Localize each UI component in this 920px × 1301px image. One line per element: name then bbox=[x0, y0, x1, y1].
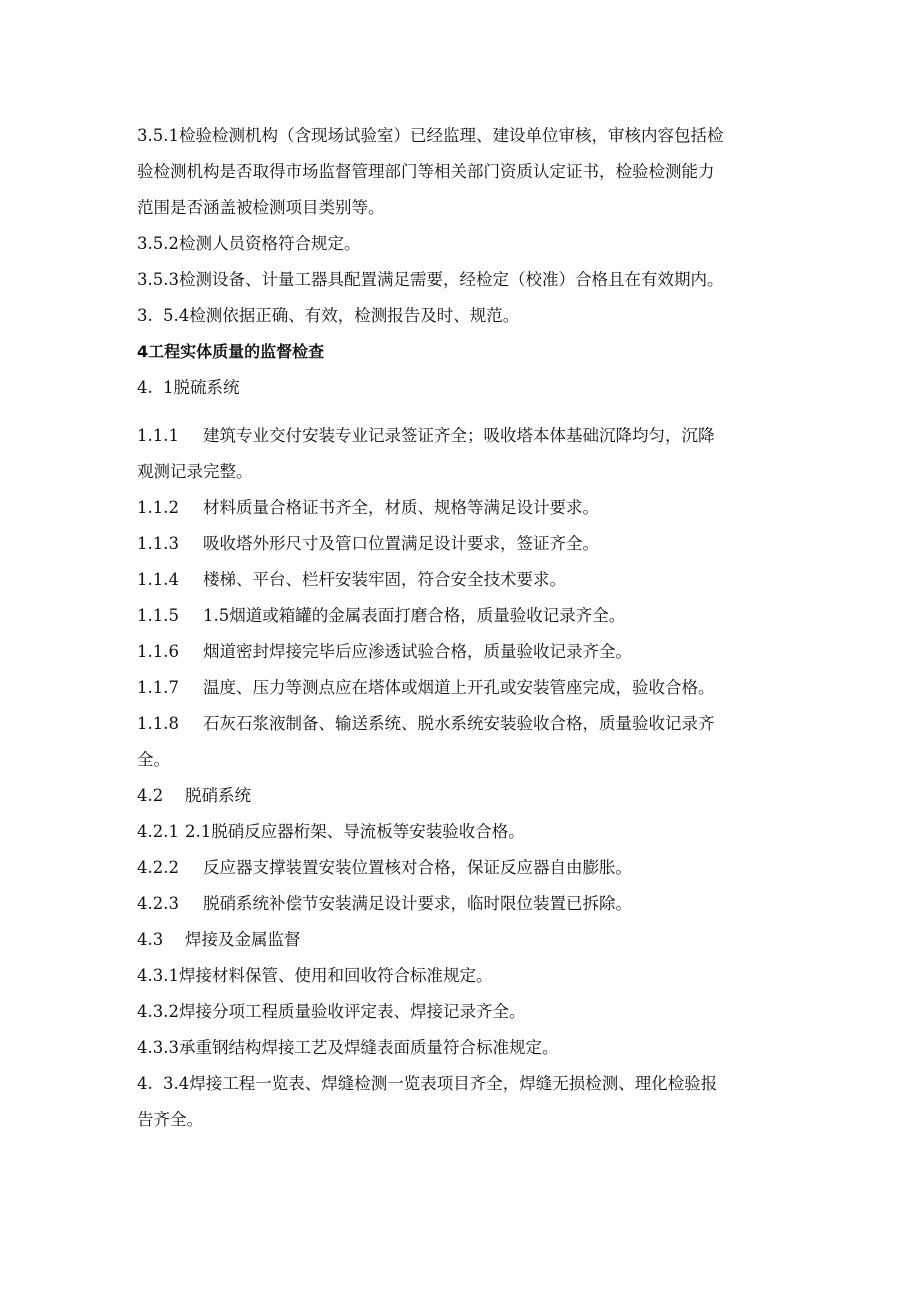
clause-1-1-1 bbox=[137, 418, 797, 490]
subsection-number: 4.3 bbox=[137, 930, 164, 949]
clause-3-5-2 bbox=[137, 226, 797, 262]
clause-text: 吸收塔外形尺寸及管口位置满足设计要求，签证齐全。 bbox=[203, 534, 599, 553]
clause-number: 4.2.1 bbox=[137, 822, 179, 841]
clause-number: 3.5.1 bbox=[137, 126, 179, 145]
clause-number: 1.1.2 bbox=[137, 498, 179, 517]
clause-text: 材料质量合格证书齐全，材质、规格等满足设计要求。 bbox=[203, 498, 599, 517]
clause-1-1-5 bbox=[137, 598, 797, 634]
clause-3-5-3 bbox=[137, 262, 797, 298]
clause-1-1-7 bbox=[137, 670, 797, 706]
clause-text: 温度、压力等测点应在塔体或烟道上开孔或安装管座完成，验收合格。 bbox=[203, 678, 715, 697]
clause-number: 4.3.3 bbox=[137, 1038, 179, 1057]
clause-number: 1.1.4 bbox=[137, 570, 179, 589]
clause-4-2-3 bbox=[137, 886, 797, 922]
subsection-number-suffix: 1 bbox=[163, 378, 174, 397]
clause-text: 验检测机构是否取得市场监督管理部门等相关部门资质认定证书，检验检测能力 bbox=[137, 162, 715, 181]
clause-1-1-3 bbox=[137, 526, 797, 562]
clause-text: 观测记录完整。 bbox=[137, 462, 253, 481]
clause-number: 3.5.3 bbox=[137, 270, 179, 289]
clause-1-1-2 bbox=[137, 490, 797, 526]
clause-text: 烟道密封焊接完毕后应渗透试验合格，质量验收记录齐全。 bbox=[203, 642, 632, 661]
clause-number: 1.1.6 bbox=[137, 642, 179, 661]
subsection-4-3 bbox=[137, 922, 797, 958]
clause-text: 石灰石浆液制备、输送系统、脱水系统安装验收合格，质量验收记录齐 bbox=[203, 714, 715, 733]
clause-text: 焊接分项工程质量验收评定表、焊接记录齐全。 bbox=[178, 1002, 526, 1021]
clause-number: 1.1.1 bbox=[137, 426, 179, 445]
clause-number: 4.2.2 bbox=[137, 858, 179, 877]
clause-4-3-3 bbox=[137, 1030, 797, 1066]
clause-text: 告齐全。 bbox=[137, 1110, 203, 1129]
clause-number: 4. bbox=[137, 1074, 153, 1093]
clause-3-5-4 bbox=[137, 298, 797, 334]
subsection-title: 焊接及金属监督 bbox=[185, 930, 301, 949]
clause-number: 3.5.2 bbox=[137, 234, 179, 253]
subsection-title: 脱硝系统 bbox=[185, 786, 251, 805]
subsection-4-1 bbox=[137, 370, 797, 406]
clause-1-1-4 bbox=[137, 562, 797, 598]
clause-3-5-1 bbox=[137, 118, 797, 226]
clause-number-suffix: 5.4 bbox=[163, 306, 190, 325]
clause-text: 承重钢结构焊接工艺及焊缝表面质量符合标准规定。 bbox=[178, 1038, 559, 1057]
clause-text: 检测依据正确、有效，检测报告及时、规范。 bbox=[189, 306, 520, 325]
clause-number: 1.1.3 bbox=[137, 534, 179, 553]
clause-number: 4.3.1 bbox=[137, 966, 179, 985]
clause-4-3-4 bbox=[137, 1066, 797, 1138]
clause-4-3-1 bbox=[137, 958, 797, 994]
clause-number: 1.1.5 bbox=[137, 606, 179, 625]
clause-text: 检测人员资格符合规定。 bbox=[178, 234, 361, 253]
subsection-4-2 bbox=[137, 778, 797, 814]
clause-text: 建筑专业交付安装专业记录签证齐全；吸收塔本体基础沉降均匀，沉降 bbox=[203, 426, 715, 445]
clause-number-suffix: 3.4 bbox=[163, 1074, 190, 1093]
subsection-number: 4. bbox=[137, 378, 153, 397]
subsection-number: 4.2 bbox=[137, 786, 164, 805]
clause-number: 1.1.7 bbox=[137, 678, 179, 697]
clause-1-1-6 bbox=[137, 634, 797, 670]
clause-text: 楼梯、平台、栏杆安装牢固，符合安全技术要求。 bbox=[203, 570, 566, 589]
clause-text: 2.1脱硝反应器桁架、导流板等安装验收合格。 bbox=[185, 822, 525, 841]
clause-text: 检验检测机构（含现场试验室）已经监理、建设单位审核，审核内容包括检 bbox=[178, 126, 724, 145]
clause-text: 检测设备、计量工器具配置满足需要，经检定（校准）合格且在有效期内。 bbox=[178, 270, 724, 289]
clause-4-2-1 bbox=[137, 814, 797, 850]
clause-number: 4.3.2 bbox=[137, 1002, 179, 1021]
clause-text: 范围是否涵盖被检测项目类别等。 bbox=[137, 198, 385, 217]
clause-number: 4.2.3 bbox=[137, 894, 179, 913]
clause-text: 全。 bbox=[137, 750, 170, 769]
clause-text: 反应器支撑装置安装位置核对合格，保证反应器自由膨胀。 bbox=[203, 858, 632, 877]
clause-number: 3. bbox=[137, 306, 153, 325]
clause-text: 焊接工程一览表、焊缝检测一览表项目齐全，焊缝无损检测、理化检验报 bbox=[189, 1074, 718, 1093]
clause-4-2-2 bbox=[137, 850, 797, 886]
section-heading-4: 4工程实体质量的监督检查 bbox=[137, 342, 325, 361]
clause-text: 1.5烟道或箱罐的金属表面打磨合格，质量验收记录齐全。 bbox=[203, 606, 626, 625]
clause-1-1-8 bbox=[137, 706, 797, 778]
clause-text: 脱硝系统补偿节安装满足设计要求，临时限位装置已拆除。 bbox=[203, 894, 632, 913]
clause-text: 焊接材料保管、使用和回收符合标准规定。 bbox=[178, 966, 493, 985]
clause-number: 1.1.8 bbox=[137, 714, 179, 733]
clause-4-3-2 bbox=[137, 994, 797, 1030]
document-page bbox=[137, 118, 797, 1138]
subsection-title: 脱硫系统 bbox=[173, 378, 240, 397]
